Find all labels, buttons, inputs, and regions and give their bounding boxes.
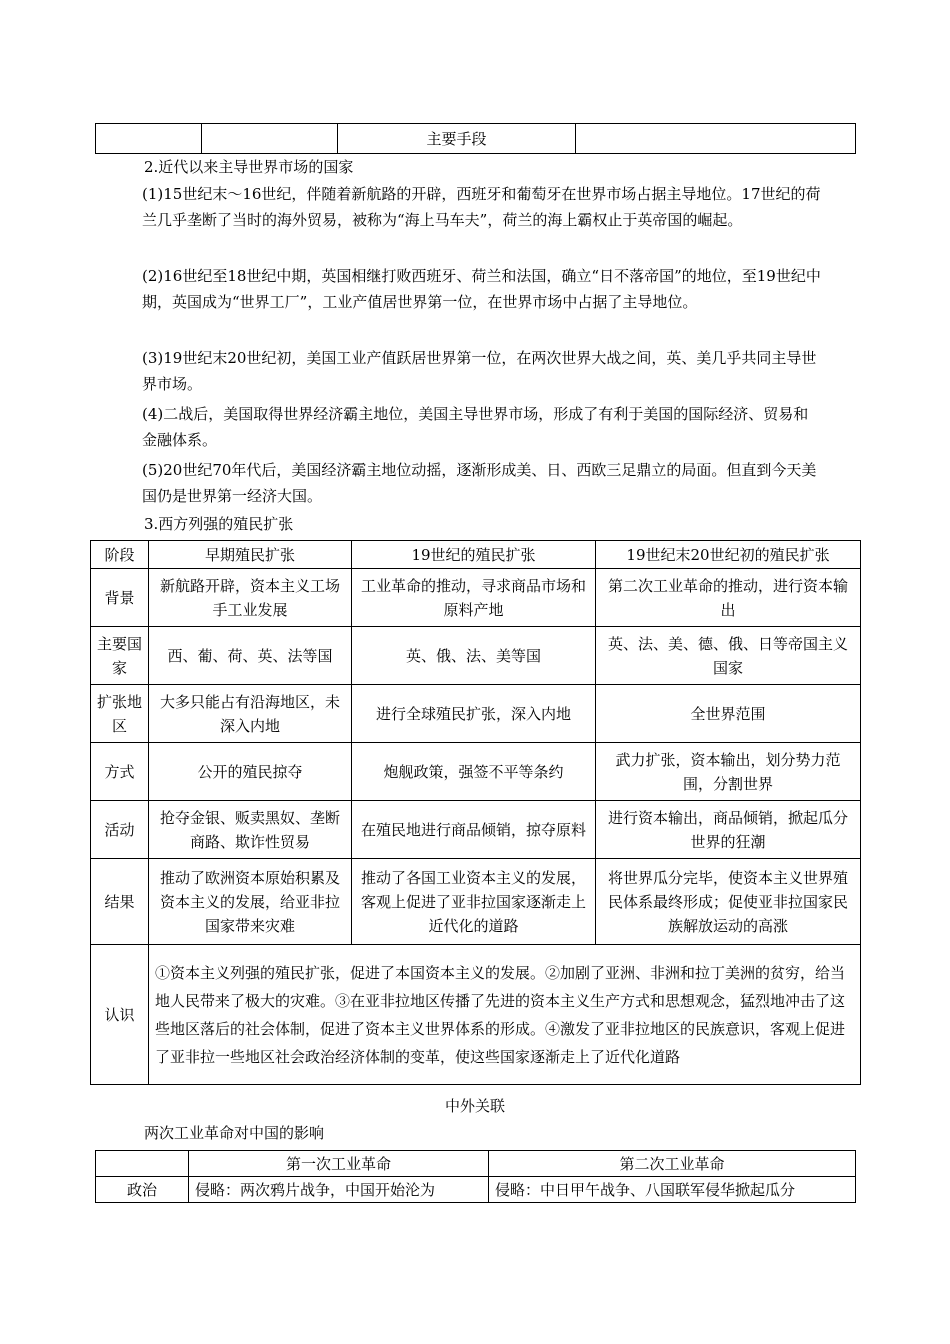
section2-heading: 2.近代以来主导世界市场的国家: [144, 158, 354, 176]
header-late: 19世纪末20世纪初的殖民扩张: [596, 541, 861, 569]
industrial-revolution-table: [95, 1150, 856, 1203]
table-cell: 全世界范围: [596, 685, 861, 743]
table-cell: 工业革命的推动，寻求商品市场和原料产地: [352, 569, 596, 627]
table-cell: 抢夺金银、贩卖黑奴、垄断商路、欺诈性贸易: [149, 801, 352, 859]
section2-paragraph-5: (5)20世纪70年代后，美国经济霸主地位动摇，逐渐形成美、日、西欧三足鼎立的局面。但直到今天美国仍是世界第一经济大国。: [142, 461, 817, 505]
row-label: 活动: [91, 801, 149, 859]
header-empty: [96, 1151, 189, 1177]
table-cell: 西、葡、荷、英、法等国: [149, 627, 352, 685]
table-cell: 公开的殖民掠夺: [149, 743, 352, 801]
top-table-cell: [202, 124, 338, 154]
section2-paragraph-3: (3)19世纪末20世纪初，美国工业产值跃居世界第一位，在两次世界大战之间，英、美几乎共同主导世界市场。: [142, 349, 817, 393]
table-row: [91, 569, 861, 627]
table-cell: 在殖民地进行商品倾销，掠夺原料: [352, 801, 596, 859]
table-cell: 推动了欧洲资本原始积累及资本主义的发展，给亚非拉国家带来灾难: [149, 859, 352, 945]
header-stage: 阶段: [91, 541, 149, 569]
row-label: 扩张地区: [91, 685, 149, 743]
table-cell: 将世界瓜分完毕，使资本主义世界殖民体系最终形成；促使亚非拉国家民族解放运动的高涨: [596, 859, 861, 945]
table-row: [91, 685, 861, 743]
section2-paragraph-2: (2)16世纪至18世纪中期，英国相继打败西班牙、荷兰和法国，确立“日不落帝国”的地位，至19世纪中期，英国成为“世界工厂”，工业产值居世界第一位，在世界市场中占据了主导地位。: [142, 267, 821, 311]
zhongwai-subtitle: 两次工业革命对中国的影响: [144, 1124, 325, 1142]
table-cell: 大多只能占有沿海地区，未深入内地: [149, 685, 352, 743]
top-table-cell: [576, 124, 856, 154]
table-cell: 进行资本输出，商品倾销，掀起瓜分世界的狂潮: [596, 801, 861, 859]
row-label: 主要国家: [91, 627, 149, 685]
table-cell: 英、法、美、德、俄、日等帝国主义国家: [596, 627, 861, 685]
section3-heading: 3.西方列强的殖民扩张: [144, 515, 294, 533]
header-19c: 19世纪的殖民扩张: [352, 541, 596, 569]
table-cell: 侵略：中日甲午战争、八国联军侵华掀起瓜分: [489, 1177, 856, 1203]
zhongwai-title: 中外关联: [444, 1097, 505, 1115]
table-cell: 武力扩张，资本输出，划分势力范围，分割世界: [596, 743, 861, 801]
row-label: 认识: [91, 945, 149, 1085]
colonial-expansion-table: [90, 540, 861, 1085]
recognition-text: ①资本主义列强的殖民扩张，促进了本国资本主义的发展。②加剧了亚洲、非洲和拉丁美洲的贫穷，给当地人民带来了极大的灾难。③在亚非拉地区传播了先进的资本主义生产方式和思想观念，猛烈地冲击了这些地区落后的社会体制，促进了资本主义世界体系的形成。④激发了亚非拉地区的民族意识，客观上促进了亚非拉一些地区社会政治经济体制的变革，使这些国家逐渐走上了近代化道路: [149, 945, 861, 1085]
top-table-header-means: 主要手段: [338, 124, 576, 154]
table-row: [91, 945, 861, 1085]
table-cell: 推动了各国工业资本主义的发展，客观上促进了亚非拉国家逐渐走上近代化的道路: [352, 859, 596, 945]
table-cell: 进行全球殖民扩张，深入内地: [352, 685, 596, 743]
top-table-cell: [96, 124, 202, 154]
row-label: 方式: [91, 743, 149, 801]
table-header-row: [96, 1151, 856, 1177]
table-row: [91, 859, 861, 945]
header-early: 早期殖民扩张: [149, 541, 352, 569]
table-row: [91, 743, 861, 801]
table-cell: 英、俄、法、美等国: [352, 627, 596, 685]
section2-paragraph-1: (1)15世纪末～16世纪，伴随着新航路的开辟，西班牙和葡萄牙在世界市场占据主导地位。17世纪的荷兰几乎垄断了当时的海外贸易，被称为“海上马车夫”，荷兰的海上霸权止于英帝国的崛起。: [142, 185, 821, 229]
table-cell: 侵略：两次鸦片战争，中国开始沦为: [189, 1177, 489, 1203]
row-label: 结果: [91, 859, 149, 945]
row-label: 政治: [96, 1177, 189, 1203]
table-row: [91, 627, 861, 685]
row-label: 背景: [91, 569, 149, 627]
header-first-revolution: 第一次工业革命: [189, 1151, 489, 1177]
section2-paragraph-4: (4)二战后，美国取得世界经济霸主地位，美国主导世界市场，形成了有利于美国的国际经济、贸易和金融体系。: [142, 405, 809, 449]
header-second-revolution: 第二次工业革命: [489, 1151, 856, 1177]
table-header-row: [91, 541, 861, 569]
table-cell: 炮舰政策，强签不平等条约: [352, 743, 596, 801]
table-cell: 第二次工业革命的推动，进行资本输出: [596, 569, 861, 627]
table-row: [91, 801, 861, 859]
table-cell: 新航路开辟，资本主义工场手工业发展: [149, 569, 352, 627]
top-table: [95, 123, 856, 154]
table-row: [96, 1177, 856, 1203]
